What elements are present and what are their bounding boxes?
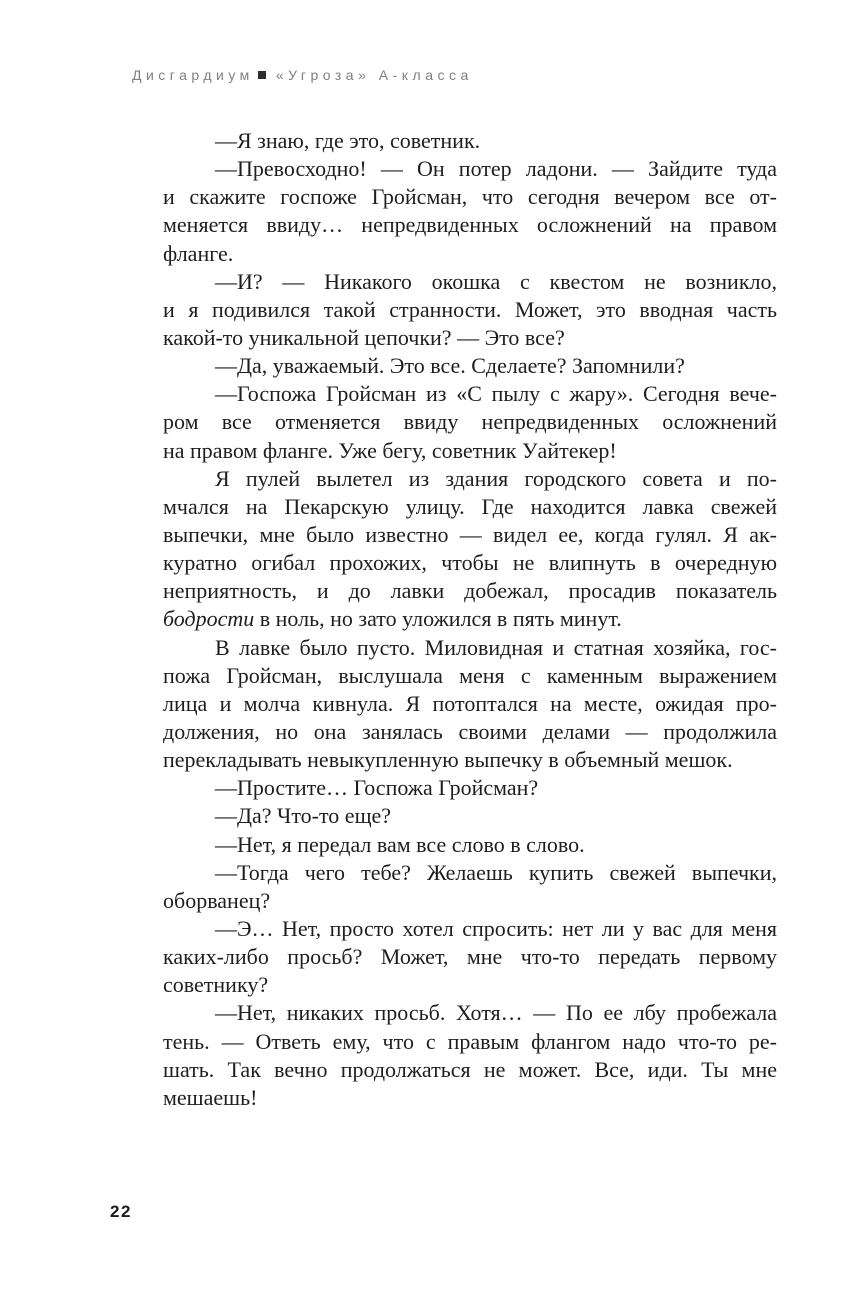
paragraph: [163, 915, 777, 999]
text-line: Я пулей вылетел из здания городского совета и по-: [215, 465, 777, 491]
text-line: выпечки, мне было известно — видел ее, когда гулял. Я ак-: [163, 521, 777, 547]
text-line: оборванец?: [163, 887, 271, 913]
text-line: меняется ввиду… непредвиденных осложнений на правом: [163, 212, 777, 238]
paragraph: [163, 859, 777, 915]
text-line: пожа Гройсман, выслушала меня с каменным выражением: [163, 662, 777, 688]
body-text: [163, 127, 777, 1112]
header-separator-square-icon: [258, 71, 266, 79]
text-line: на правом фланге. Уже бегу, советник Уайтекер!: [163, 437, 617, 463]
running-header-book-title: Дисгардиум: [132, 67, 254, 83]
text-line: советнику?: [163, 972, 269, 998]
text-line: —Я знаю, где это, советник.: [215, 128, 481, 153]
text-line: —Госпожа Гройсман из «С пылу с жару». Сегодня вече-: [215, 381, 777, 407]
text-line: лица и молча кивнула. Я потоптался на месте, ожидая про-: [163, 690, 777, 716]
paragraph: [163, 802, 777, 830]
text-line: фланге.: [163, 240, 234, 266]
text-line: —Простите… Госпожа Гройсман?: [215, 775, 539, 801]
text-line: —И? — Никакого окошка с квестом не возникло,: [215, 268, 777, 294]
text-line: бодрости в ноль, но зато уложился в пять минут.: [163, 606, 622, 632]
paragraph: [163, 831, 777, 859]
text-line: тень. — Ответь ему, что с правым флангом надо что-то ре-: [163, 1028, 777, 1054]
paragraph: [163, 155, 777, 268]
running-header: [132, 67, 473, 83]
running-header-subtitle: «Угроза» А-класса: [275, 67, 473, 83]
paragraph: [163, 352, 777, 380]
paragraph: [163, 634, 777, 775]
italic-term: бодрости: [163, 606, 255, 632]
page-number: 22: [110, 1202, 132, 1221]
paragraph: [163, 380, 777, 464]
text-line: и скажите госпоже Гройсман, что сегодня вечером все от-: [163, 184, 777, 210]
text-line: должения, но она занялась своими делами — продолжила: [163, 718, 777, 744]
text-line: ром все отменяется ввиду непредвиденных осложнений: [163, 409, 777, 435]
text-line: шать. Так вечно продолжаться не может. Все, иди. Ты мне: [163, 1056, 777, 1082]
paragraph: [163, 774, 777, 802]
text-line: —Э… Нет, просто хотел спросить: нет ли у вас для меня: [215, 915, 777, 941]
paragraph: [163, 268, 777, 352]
text-line: перекладывать невыкупленную выпечку в объемный мешок.: [163, 747, 733, 773]
text-line: какой-то уникальной цепочки? — Это все?: [163, 324, 565, 350]
paragraph: [163, 465, 777, 634]
text-line: —Нет, никаких просьб. Хотя… — По ее лбу пробежала: [215, 1000, 777, 1026]
text-line: и я подивился такой странности. Может, это вводная часть: [163, 296, 777, 322]
paragraph: [163, 999, 777, 1112]
text-line: —Да, уважаемый. Это все. Сделаете? Запомнили?: [215, 353, 685, 379]
text-line: неприятность, и до лавки добежал, просадив показатель: [163, 578, 777, 604]
text-line: —Превосходно! — Он потер ладони. — Зайдите туда: [215, 156, 777, 182]
text-line: —Да? Что-то еще?: [215, 803, 392, 829]
text-line: мчался на Пекарскую улицу. Где находится лавка свежей: [163, 493, 777, 519]
text-line: В лавке было пусто. Миловидная и статная хозяйка, гос-: [215, 634, 777, 660]
text-line: куратно огибал прохожих, чтобы не влипнуть в очередную: [163, 550, 777, 576]
paragraph: [163, 127, 777, 155]
text-line: мешаешь!: [163, 1084, 258, 1110]
text-line: —Нет, я передал вам все слово в слово.: [215, 831, 585, 857]
text-line: —Тогда чего тебе? Желаешь купить свежей выпечки,: [215, 859, 777, 885]
text-line: каких-либо просьб? Может, мне что-то передать первому: [163, 944, 777, 970]
